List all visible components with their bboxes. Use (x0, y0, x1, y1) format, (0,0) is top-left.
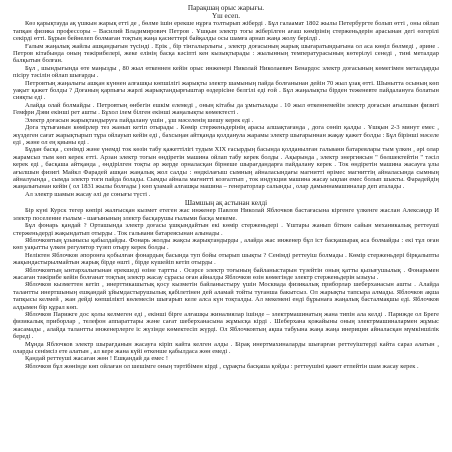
section-1 (13, 20, 439, 198)
paragraph: Электр доғасын жарықтандыруға пайдалану үшін , ұш мәселенің шешу керек еді . (25, 116, 254, 124)
paragraph: Дога тұтығанын көмірлер тез жанып кетіп отырады . Көмір стерженьдерінің арасы алшақтағанда , дога сөніп қалды . Ұшқын 2-3 минут емес , жүздеген сағат жарықтырып тұра ойлауып кейін еді , бахсыңан айтқанда қолданула жарамы электр шығарыннан жақау қажет болды : Бұл бірінші мәселе еді , және ол ең қиыны еді . (13, 124, 439, 146)
paragraph: Яблочковтың ұзынысы қабылдайды. Фонарь жолды жақсы жарықтандырды , алайда жас инженер бұл іст басқашырақ аса болмайды : екі тұл оған көп уақытты үлкен регулятор түзеп отыру керек болды . (13, 236, 439, 252)
paragraph: Петровтың жаңалығы ашқан күннен алғашқы көпшілігі жарықты электр шамының пайда болғанынан дейін 70 жыл ұзақ өтті. Шынытта осының көп уақыт қажет болды ? Доғаның қарпығы жарлі жарықтандырғыштар өздерісіне белгілі еді ғой . Бұл жаңалықты бірден теженевте пайдалануға болатын сияқты еді . (13, 79, 439, 102)
paragraph: Алайда олай болмайды . Петровтың өнбегін ешкім елемеді , оның кітабы да ұмытылады . 10 жыл өткеннемейін электр доғасын ағылшын физигі Гемфри Дэви екінші рет ашты . Бұхол ілем білген екінші жаңалықты көмектесті . (13, 101, 439, 117)
paragraph: Бұл фонарь қандай ? Орташында электр доғасы ұшқындайтын екі көмір стерженьдері . Ұштары жанып біткен сайын механикалық реттеуші стерженьдерді жақындатып отырды . Ток гальвани батареясынан алынады . (13, 222, 439, 237)
paragraph: Яблочков кызметтен кетіп , инерттикашытық қосу кызметін байланыстыру үшін Москвада физикалық приборлар шеберханасын ашты . Алайда талантты инертшының ешқандай ұйымдастырушылық қабілетінен дей аламай тойты туғанша бакытсыз. Ол жарықты тапсыра алмады. Яблочков ақша тапқысы келмей , жан дейді көпшілікті көлемесін шығарып келе алса күн тоқталды. Ал мекемені енді бұрынаға жаңалық басталмақшы еді. Яблочков алдымен бір құрал көп. (13, 281, 439, 311)
paragraph: Мұнда Яблочков электр шырағданын жасауға кіріп кайта келген алды . Бірақ инертмахиналарды шығарған реттеуіштерді кайта сараз алатын , оларды сенімсіз ете алатын , ал кере жана күйі өткенше қабылдаса жөн емеді . (13, 340, 439, 356)
paragraph: Яблочков бұл жөнінде көп ойлаған ол шешімге оның тәртібімен кірді , сұрақты басқаша қойды : реттеушіні қажет етпейтін шам жасау керек . (25, 362, 419, 370)
paragraph: Қандай реттеуші жасаған жөн ! Ешқандай да емес ! (25, 355, 169, 363)
paragraph: Көз қарықтауда ақ үшкын жарық етті де , бөлме ішін ерекше нұрға толтырып жіберді . Бұл галаамат 1802 жылы Петербургте болып өтті , оны ойлап тапқан физика профессоры – Василий Владимирович Петров . Ұшқын электр тогы жіберілген ағаш көмірінің стерженьдерін арасынан дегі өзгерілі секірді өтті. Бұрын бейнелеп болмаған тоқтың жаңа қасиеттері байқалды осы шамға арнап жаңа жолу берілді . (13, 20, 439, 43)
paragraph: Неліктен Яблочков әпоронға қобылған фонардың басында туп бойы отырып шықты ? Сенімді реттеуіш болмады . Көмір стерженьдері бірқалыпты жақындастырылмайтын жарық бірде өшті , бірде күшейіп кетіп отырды . (13, 251, 439, 267)
document-title: Парақшаң орыс жарығы. (187, 4, 265, 12)
paragraph: Яблочков Парижге дос қолы келмеген еді , екінші бірге алғашқы жиналиялар ішінде – электрмашинатың жана типін ала келді . Парижде ол Бреге физикалық приборлар , телефон аппараттары және сағат шеберханасына жұмысқа кірді . Шеберхана қожайыны оның электрмашиналармен жұмыс жасамады , алайда талантты инженерлерге іс жүзінде көмектесіп жүрді. Ол Яблочковтың ақша табуына жаңа жаңа инерицин айналасқан мүмкіншілік береді . (13, 311, 439, 341)
paragraph: Яблочковтың ынтархалығынан ерекшеді өзіне тартты . Осәрсе электр тоғының байланыстарын түзейтін оның қатты қызығушылық . Фонарьмен жасаған тәжірибе кейін болғанат тоқтың электр жасау сұрасы оған айналды Яблочков өзін көмегінде электр стерженьдерін ызыуы . (13, 266, 439, 282)
document-subtitle: Үш есеп. (211, 12, 240, 21)
section-2 (13, 207, 439, 370)
section-2-title: Шамшың ақ астынан келді (184, 199, 268, 208)
paragraph: Ғалым жаңалық жайлы ашқандығын түсінді . Ерік , бір тінгалырлығы , электр доғасының жарық шығаратындығына ол аса көңіл бөлмеді , әрине . Петров кітабында оның тежірибелері, жеке елінің басқа кәсіпті кен кызықтырады : жылынның температурасының көтерілуі сенедi , тинi металдар балқытын болған. (13, 42, 439, 65)
paragraph: Бұл , шындығында өте маңызды , 80 жыл өткеннен кейін орыс инженері Николай Николаевич Бенардос электр доғасының көмегімен металдарды пісіру тәсілін ойлап шығарды . (13, 64, 439, 80)
paragraph: Ал электр шамын жасау әлі де сонығы түсті . (25, 190, 151, 198)
paragraph: Бұдан басқа , сенімді және үнемді ток көзін табу қажеттілігі тудым ХIХ ғасырдың басында қолданылған гальвани батареялары тым үлкен , әрі олар жарамсыз тым көп керек етті. Арзан электр тогын өндіретін машина ойлап табу керек болды . Ақырында , электр энергиясын " бөлшектейтін " тәсіл керек еді , басқаша айтқанда , өндірілген тоқты әр жерде орналасқан бірнеше шырағдандарға пайдалану керек . Ток өндіретін машина жасауға ұлы ағылшын физигі Майкл Фарадей ашқан жаңалық жол салды : өндкілағыш сымның айналасындағы магниттi өрiмес магниттiң айналасында сымның айналуында , сымда электр тоги пайда болады. Сымды айнала магниттi козғалтып , ток индукция машина жасау ықпан емес болып шыкты. Фарадейдің жаңалығынан кейін ( ол 1831 жылы болғады ) көп ұзамай алғашқы машина – генераторлар салынды , олар дамыннамашиналар деп аталады . (13, 146, 439, 191)
paragraph: Бір күні Курск тегер көпірі жалғысқан кызмет етеген жас инженер Павлов Николай Яблочков бастағасына кіргенге үлкенге жаслан Александр И электр поселение ғылым - шағынының электр басқарушы ғылыми басқа мекеме. (13, 207, 439, 222)
